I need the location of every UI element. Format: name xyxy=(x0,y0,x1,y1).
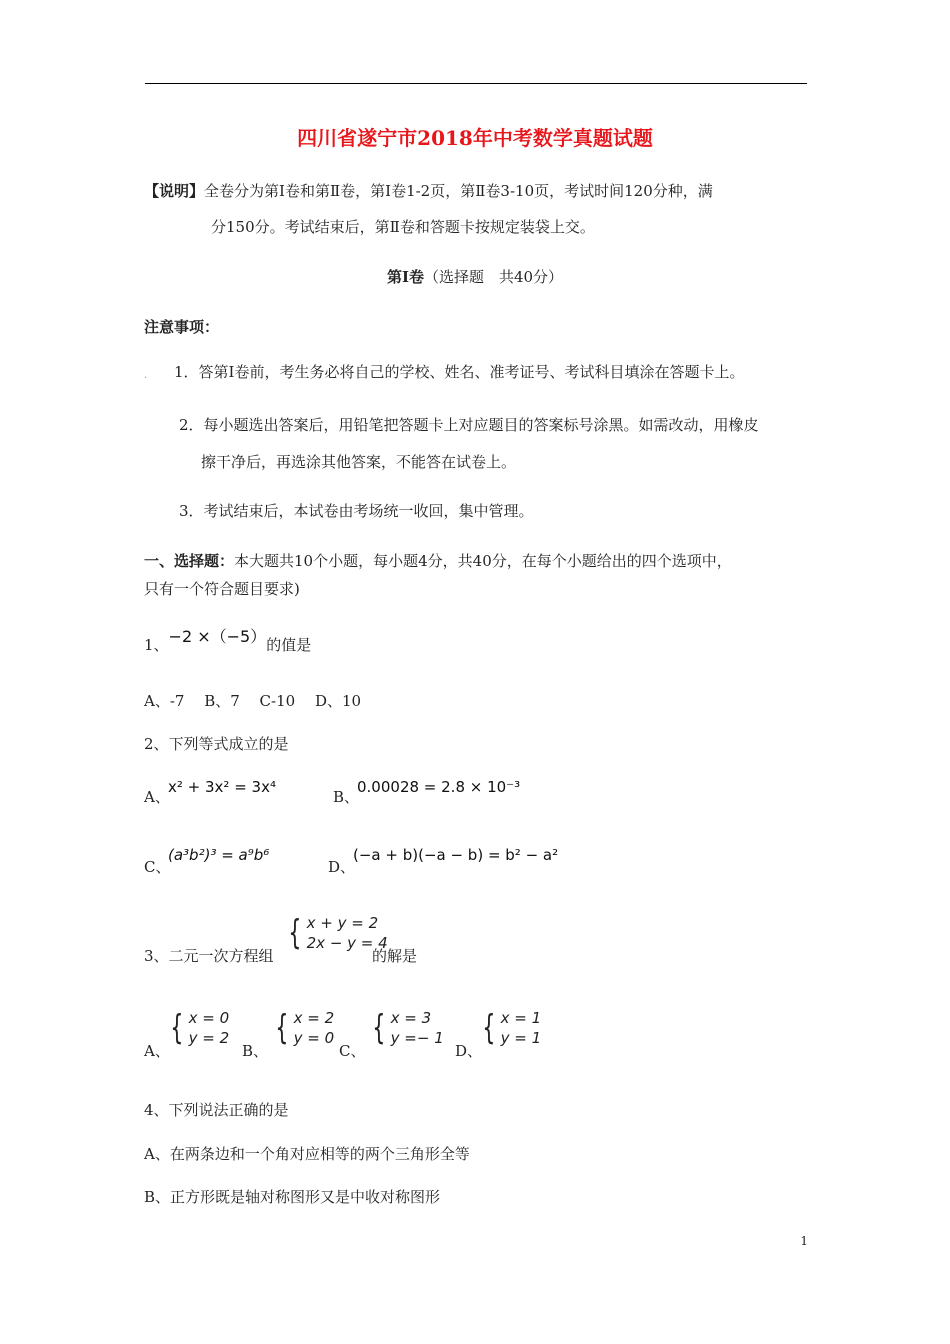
q2-option-a-label: A、 xyxy=(144,788,170,806)
q2-stem: 2、下列等式成立的是 xyxy=(144,735,289,753)
marker-dot: . xyxy=(144,370,148,381)
q1-expression: −2 ×（−5） xyxy=(168,627,267,646)
q3-stem-prefix: 3、二元一次方程组 xyxy=(144,947,274,965)
brace-icon: { xyxy=(482,1008,496,1048)
q1-suffix: 的值是 xyxy=(266,636,312,654)
part1-label: 一、选择题： xyxy=(144,552,235,570)
notice-heading: 注意事项： xyxy=(144,318,220,336)
q3-stem-suffix: 的解是 xyxy=(372,947,418,965)
note-text-1: 全卷分为第Ⅰ卷和第Ⅱ卷，第Ⅰ卷1-2页，第Ⅱ卷3-10页，考试时间120分种，满 xyxy=(204,182,713,200)
notice-item-2-line-1: 2．每小题选出答案后，用铅笔把答题卡上对应题目的答案标号涂黑。如需改动，用橡皮 xyxy=(179,416,759,434)
part1-text: 本大题共10个小题，每小题4分，共40分，在每个小题给出的四个选项中， xyxy=(234,552,732,570)
q3-a-row-2: y = 2 xyxy=(188,1029,230,1047)
q3-equation-2: 2x − y = 4 xyxy=(306,934,388,952)
page-title: 四川省遂宁市2018年中考数学真题试题 xyxy=(297,126,653,150)
brace-icon: { xyxy=(372,1008,386,1048)
section-label: 第Ⅰ卷 xyxy=(386,268,424,286)
q3-option-a xyxy=(166,1008,229,1048)
q3-option-b-label: B、 xyxy=(242,1042,269,1060)
q4-option-a: A、在两条边和一个角对应相等的两个三角形全等 xyxy=(144,1145,470,1163)
q3-option-d-label: D、 xyxy=(455,1042,483,1060)
q4-option-b: B、正方形既是轴对称图形又是中收对称图形 xyxy=(144,1188,441,1206)
question-1 xyxy=(144,627,312,655)
brace-icon: { xyxy=(288,913,302,953)
q3-equation-1: x + y = 2 xyxy=(306,914,379,932)
q3-b-row-1: x = 2 xyxy=(293,1009,335,1027)
q2-option-d-label: D、 xyxy=(328,858,356,876)
q3-option-b xyxy=(271,1008,334,1048)
q2-option-b-label: B、 xyxy=(333,788,360,806)
brace-icon: { xyxy=(170,1008,184,1048)
note-line-1 xyxy=(144,180,713,201)
section-detail: （选择题 共40分） xyxy=(423,268,564,286)
q2-option-c: (a³b²)³ = a⁹b⁶ xyxy=(168,846,270,864)
q2-option-b: 0.00028 = 2.8 × 10⁻³ xyxy=(357,778,521,796)
q3-a-row-1: x = 0 xyxy=(188,1009,230,1027)
q2-option-c-label: C、 xyxy=(144,858,171,876)
q3-option-a-label: A、 xyxy=(144,1042,170,1060)
q3-option-c xyxy=(368,1008,444,1048)
q3-option-d xyxy=(478,1008,541,1048)
q3-c-row-1: x = 3 xyxy=(390,1009,432,1027)
q1-options: A、-7 B、7 C-10 D、10 xyxy=(144,692,362,710)
q3-d-row-2: y = 1 xyxy=(500,1029,542,1047)
section-heading xyxy=(0,266,950,287)
page-number: 1 xyxy=(800,1234,808,1248)
note-line-2: 分150分。考试结束后，第Ⅱ卷和答题卡按规定装袋上交。 xyxy=(211,218,595,236)
part1-line-1 xyxy=(144,550,732,571)
part1-line-2: 只有一个符合题目要求) xyxy=(144,580,300,598)
q3-c-row-2: y =− 1 xyxy=(390,1029,444,1047)
header-rule xyxy=(145,83,807,84)
notice-item-2-line-2: 擦干净后，再选涂其他答案，不能答在试卷上。 xyxy=(201,453,517,471)
note-label: 【说明】 xyxy=(144,182,205,200)
q4-stem: 4、下列说法正确的是 xyxy=(144,1101,289,1119)
notice-item-3: 3．考试结束后，本试卷由考场统一收回，集中管理。 xyxy=(179,502,534,520)
q3-b-row-2: y = 0 xyxy=(293,1029,335,1047)
q2-option-d: (−a + b)(−a − b) = b² − a² xyxy=(353,846,559,864)
q3-option-c-label: C、 xyxy=(339,1042,366,1060)
notice-item-1: 1．答第Ⅰ卷前，考生务必将自己的学校、姓名、准考证号、考试科目填涂在答题卡上。 xyxy=(174,363,745,381)
q1-number: 1、 xyxy=(144,636,169,654)
q2-option-a: x² + 3x² = 3x⁴ xyxy=(168,778,276,796)
brace-icon: { xyxy=(275,1008,289,1048)
q3-d-row-1: x = 1 xyxy=(500,1009,542,1027)
